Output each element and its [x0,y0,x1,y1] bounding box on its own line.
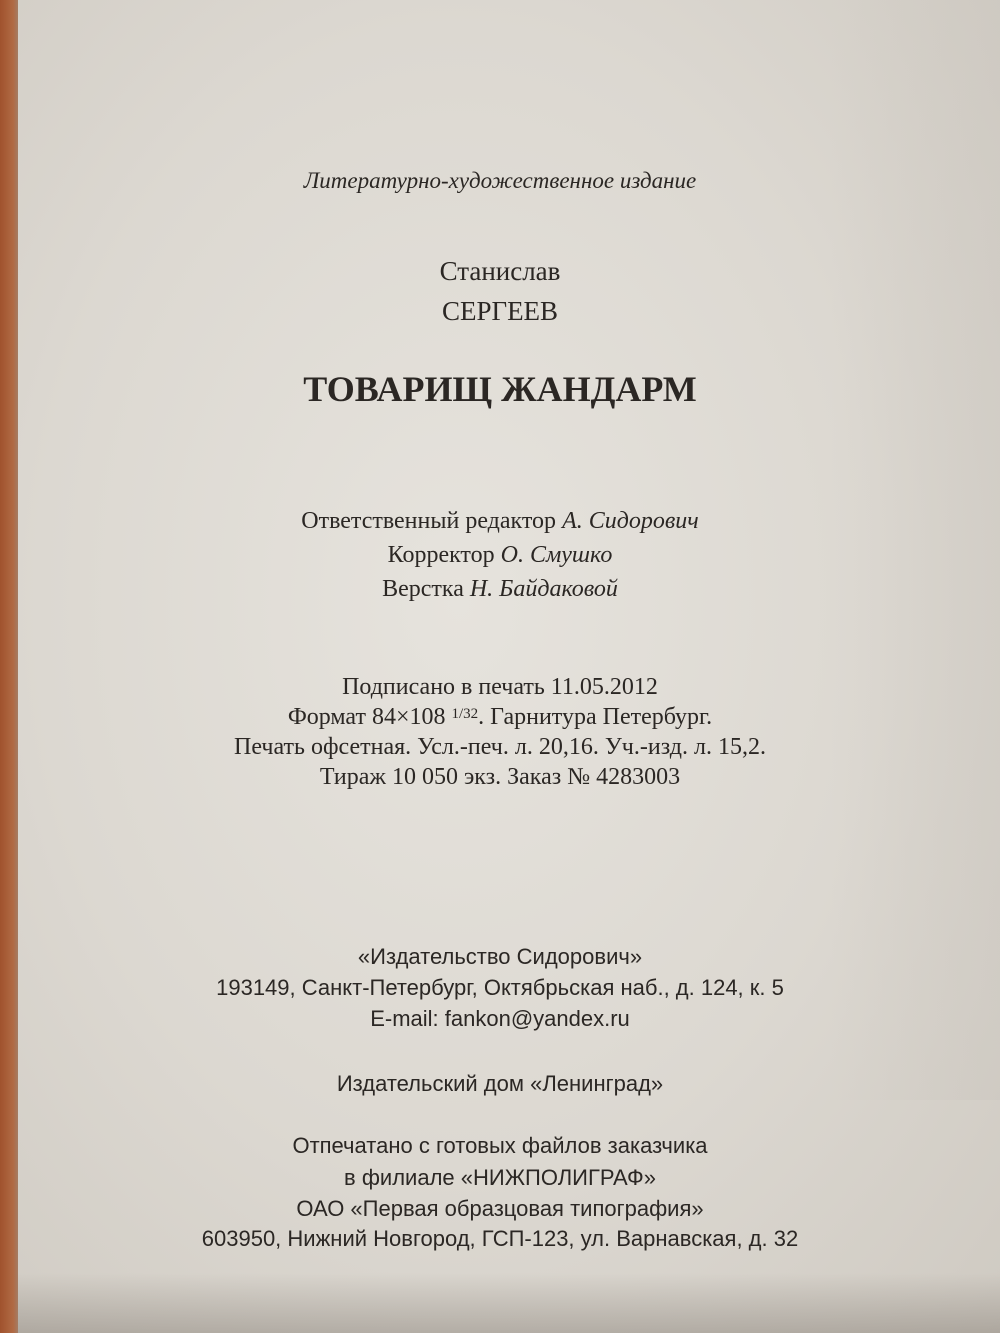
credit-corrector-role: Корректор [387,542,495,568]
page-bottom-shadow [18,1273,1000,1333]
credit-corrector [0,542,1000,569]
credit-layout [0,576,1000,603]
author-first-name: Станислав [439,256,561,286]
print-format [0,704,1000,731]
book-page [18,0,1000,1333]
credit-layout-role: Верстка [382,576,464,602]
publishing-house: Издательский дом «Ленинград» [336,1071,664,1096]
publisher-email: E-mail: fankon@yandex.ru [370,1006,630,1031]
printer-line-3: ОАО «Первая образцовая типография» [296,1196,704,1221]
publisher-name: «Издательство Сидорович» [357,944,643,969]
print-signed: Подписано в печать 11.05.2012 [342,674,658,700]
publisher-address: 193149, Санкт-Петербург, Октябрьская наб., д. 124, к. 5 [216,975,784,1000]
printer-line-1: Отпечатано с готовых файлов заказчика [292,1133,708,1158]
edition-type: Литературно-художественное издание [303,168,697,193]
credit-editor [0,508,1000,535]
printer-line-2: в филиале «НИЖПОЛИГРАФ» [344,1165,656,1190]
credit-layout-name: Н. Байдаковой [469,576,618,602]
credit-corrector-name: О. Смушко [500,542,613,568]
print-type: Печать офсетная. Усл.-печ. л. 20,16. Уч.-изд. л. 15,2. [234,734,766,760]
credit-editor-name: А. Сидорович [562,508,699,534]
print-format-suffix: . Гарнитура Петербург. [478,704,713,730]
print-run: Тираж 10 050 экз. Заказ № 4283003 [319,764,681,790]
book-title: ТОВАРИЩ ЖАНДАРМ [303,369,697,409]
credit-editor-role: Ответственный редактор [301,508,557,534]
author-last-name: СЕРГЕЕВ [441,296,559,326]
printer-line-4: 603950, Нижний Новгород, ГСП-123, ул. Варнавская, д. 32 [201,1226,799,1251]
print-format-prefix: Формат 84×108 [287,704,446,730]
print-format-fraction: 1/32 [451,706,479,722]
